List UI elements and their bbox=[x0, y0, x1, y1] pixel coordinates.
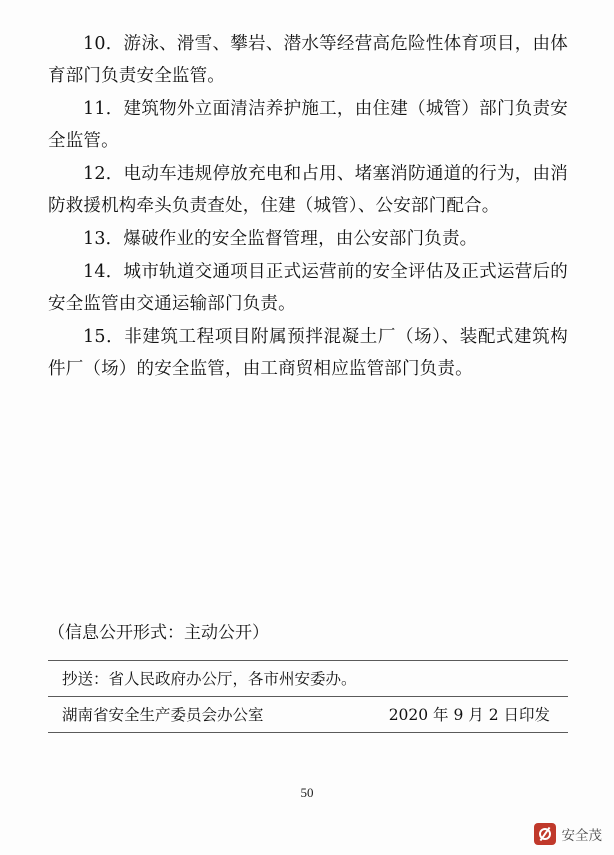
paragraph-13: 13．爆破作业的安全监督管理，由公安部门负责。 bbox=[83, 229, 478, 249]
disclosure-note: （信息公开形式：主动公开） bbox=[48, 623, 269, 643]
paragraph-11: 11．建筑物外立面清洁养护施工，由住建（城管）部门负责安全监管。 bbox=[48, 99, 568, 151]
copy-to-line: 抄送：省人民政府办公厅，各市州安委办。 bbox=[62, 670, 357, 688]
footer-divider-bottom bbox=[48, 732, 568, 733]
issuer-row bbox=[48, 697, 568, 732]
watermark-label: 安全茂 bbox=[561, 828, 602, 844]
paragraph-15: 15．非建筑工程项目附属预拌混凝土厂（场）、装配式建筑构件厂（场）的安全监管，由工商贸相应监管部门负责。 bbox=[48, 327, 568, 379]
document-footer bbox=[48, 618, 568, 733]
safety-logo-icon bbox=[534, 823, 556, 845]
page-number: 50 bbox=[300, 785, 314, 800]
paragraph-14: 14．城市轨道交通项目正式运营前的安全评估及正式运营后的安全监管由交通运输部门负责。 bbox=[48, 262, 568, 314]
document-body bbox=[48, 28, 568, 386]
paragraph-10: 10．游泳、滑雪、攀岩、潜水等经营高危险性体育项目，由体育部门负责安全监管。 bbox=[48, 34, 568, 86]
watermark bbox=[534, 823, 603, 845]
issuer-name: 湖南省安全生产委员会办公室 bbox=[62, 706, 264, 724]
issue-date: 2020 年 9 月 2 日印发 bbox=[388, 706, 550, 724]
paragraph-12: 12．电动车违规停放充电和占用、堵塞消防通道的行为，由消防救援机构牵头负责查处，住建（城管）、公安部门配合。 bbox=[48, 164, 568, 216]
